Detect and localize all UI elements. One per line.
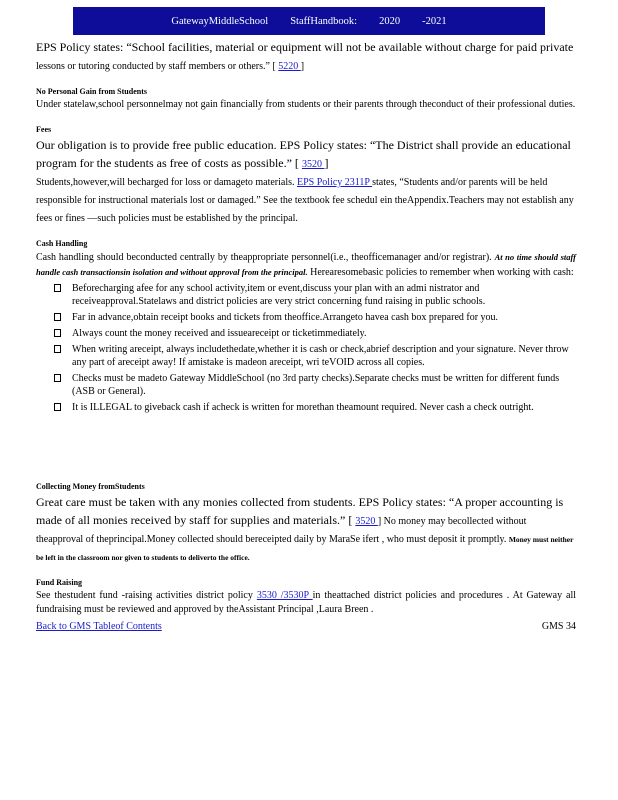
cash-handling-text: Cash handling should beconducted centrally by theappropriate personnel(i.e., theofficemanager and/or registrar). <box>36 252 495 263</box>
collecting-emphasis: Money must neither be left in the classroom nor given to students to deliverto the office. <box>36 535 574 562</box>
page-number: GMS 34 <box>541 621 576 632</box>
section-heading-collecting-money: Collecting Money fromStudents <box>36 482 145 491</box>
fees-body-text-2: states, “Students and/or parents will be held responsible for instructional materials lost or damaged.” See the textbook fee schedul ein theAppendix.Teachers may not establish any fees or fines —such policies must be established by the principal. <box>36 177 574 224</box>
list-item-text: Checks must be madeto Gateway MiddleSchool (no 3rd party checks).Separate checks must be written for different funds (ASB or General). <box>72 373 560 397</box>
list-item-text: When writing areceipt, always includethedate,whether it is cash or check,abrief description and your signature. Never throw any part of areceipt away! If amistake is madeon areceipt, wri teVOID across all copies. <box>72 344 569 368</box>
list-item <box>54 311 576 324</box>
header-school: GatewayMiddleSchool <box>171 15 269 27</box>
bullet-box-icon <box>54 345 61 353</box>
list-item-text: It is ILLEGAL to giveback cash if acheck is written for morethan theamount required. Never cash a check outright. <box>72 402 534 413</box>
cash-handling-emphasis: At no time should staff handle cash transactionsin isolation and without approval from the principal. <box>36 252 576 277</box>
policy-intro <box>36 38 576 74</box>
collecting-body-text: ] No money may becollected without theapproval of theprincipal.Money collected should bereceipted daily by MaraSe ifert , who must deposit it promptly. <box>36 516 527 545</box>
bullet-box-icon <box>54 374 61 382</box>
fees-body-text: Students,however,will becharged for loss or damageto materials. <box>36 177 298 188</box>
bullet-box-icon <box>54 403 61 411</box>
list-item <box>54 372 576 398</box>
header-handbook: StaffHandbook: <box>290 15 358 27</box>
fees-lead-close: ] <box>324 156 329 170</box>
header-year-start: 2020 <box>379 15 401 27</box>
bullet-box-icon <box>54 284 61 292</box>
list-item <box>54 343 576 369</box>
list-item <box>54 327 576 340</box>
fees-lead-text: Our obligation is to provide free public education. EPS Policy states: “The District shall provide an educational program for the students as free of costs as possible.” [ <box>36 138 571 170</box>
section-heading-cash-handling: Cash Handling <box>36 239 88 248</box>
blank-space <box>36 417 576 469</box>
policy-intro-close: ] <box>300 61 305 72</box>
cash-policy-list <box>36 282 576 414</box>
fund-raising-text: See thestudent fund -raising activities district policy <box>36 590 257 601</box>
header-year-end: -2021 <box>422 15 447 27</box>
document-header <box>73 7 545 35</box>
policy-3530-link[interactable]: 3530 /3530P <box>256 590 313 601</box>
policy-3520-link[interactable]: 3520 <box>301 159 325 170</box>
list-item-text: Always count the money received and issueareceipt or ticketimmediately. <box>72 328 367 339</box>
policy-intro-text-2: lessons or tutoring conducted by staff members or others.” [ <box>36 61 279 72</box>
fees-lead <box>36 136 576 226</box>
policy-5220-link[interactable]: 5220 <box>278 61 301 72</box>
list-item-text: Far in advance,obtain receipt books and tickets from theoffice.Arrangeto havea cash box prepared for you. <box>72 312 499 323</box>
bullet-box-icon <box>54 313 61 321</box>
list-item <box>54 401 576 414</box>
policy-2311p-link[interactable]: EPS Policy 2311P <box>297 177 373 188</box>
cash-handling-text-2: Herearesomebasic policies to remember when working with cash: <box>307 267 574 278</box>
page-footer <box>36 621 576 632</box>
section-heading-fees: Fees <box>36 125 52 134</box>
back-to-contents-link[interactable]: Back to GMS Tableof Contents <box>36 621 162 632</box>
policy-intro-text: EPS Policy states: “School facilities, material or equipment will not be available without charge for paid private <box>36 40 574 54</box>
list-item <box>54 282 576 308</box>
page-content <box>36 38 576 632</box>
fund-raising-text-2: in theattached district policies and procedures . At Gateway all fundraising must be reviewed and approved by theAssistant Principal ,Laura Breen . <box>36 590 577 615</box>
collecting-money-body <box>36 493 576 565</box>
no-personal-gain-body: Under statelaw,school personnelmay not gain financially from students or their parents through theconduct of their professional duties. <box>36 99 576 110</box>
bullet-box-icon <box>54 329 61 337</box>
policy-3520-link-2[interactable]: 3520 <box>355 516 378 527</box>
collecting-lead-text: Great care must be taken with any monies collected from students. EPS Policy states: “A proper accounting is made of all monies received by staff for supplies and materials.” [ <box>36 495 564 527</box>
section-heading-fund-raising: Fund Raising <box>36 578 83 587</box>
fund-raising-body <box>36 589 576 617</box>
list-item-text: Beforecharging afee for any school activity,item or event,discuss your plan with an admi nistrator and receiveapproval.Statelaws and district policies are very strict concerning fund raising in public schools. <box>72 283 486 307</box>
cash-handling-body <box>36 250 576 280</box>
section-heading-no-personal-gain: No Personal Gain from Students <box>36 87 147 96</box>
